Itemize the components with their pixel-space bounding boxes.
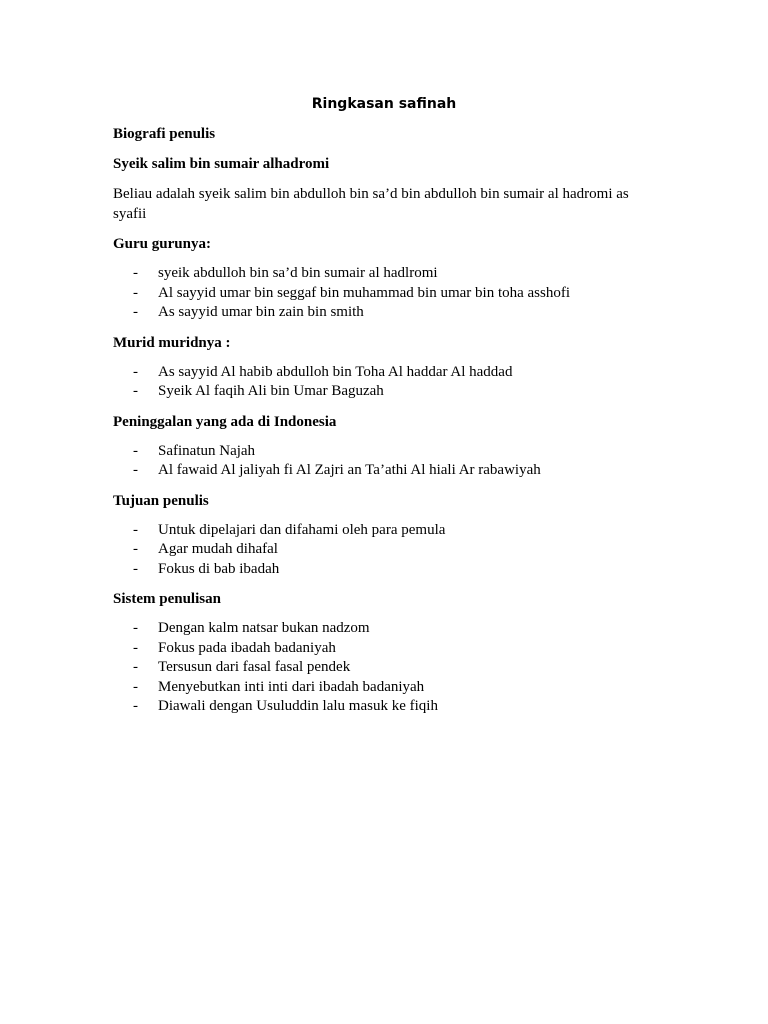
author-heading: Syeik salim bin sumair alhadromi xyxy=(113,156,330,172)
bullet-dash: - xyxy=(133,265,138,281)
list-item-text: Tersusun dari fasal fasal pendek xyxy=(158,659,351,675)
list-item-text: Safinatun Najah xyxy=(158,442,256,459)
author-paragraph: Beliau adalah syeik salim bin abdulloh bin sa’d bin abdulloh bin sumair al hadromi as syafii xyxy=(113,186,629,222)
guru-list xyxy=(113,264,653,323)
murid-heading: Murid muridnya : xyxy=(113,334,231,351)
bullet-dash: - xyxy=(133,442,138,459)
bullet-dash: - xyxy=(133,541,138,557)
bullet-dash: - xyxy=(133,521,138,538)
bullet-dash: - xyxy=(133,698,138,714)
bullet-dash: - xyxy=(133,284,138,301)
document-body xyxy=(113,124,653,717)
sistem-heading: Sistem penulisan xyxy=(113,591,221,607)
list-item-text: Diawali dengan Usuluddin lalu masuk ke fiqih xyxy=(158,698,438,714)
list-item-text: As sayyid umar bin zain bin smith xyxy=(158,304,364,320)
list-item-text: Dengan kalm natsar bukan nadzom xyxy=(158,620,370,636)
bullet-dash: - xyxy=(133,620,138,636)
bullet-dash: - xyxy=(133,363,138,380)
bullet-dash: - xyxy=(133,560,138,577)
list-item-text: Al fawaid Al jaliyah fi Al Zajri an Ta’athi Al hiali Ar rabawiyah xyxy=(158,462,541,478)
bullet-dash: - xyxy=(133,639,138,656)
list-item-text: Fokus di bab ibadah xyxy=(158,560,280,577)
list-item-text: Fokus pada ibadah badaniyah xyxy=(158,639,336,656)
list-item xyxy=(113,382,653,402)
biografi-heading: Biografi penulis xyxy=(113,126,216,142)
list-item xyxy=(113,442,653,462)
list-item-text: Menyebutkan inti inti dari ibadah badaniyah xyxy=(158,678,425,695)
list-item xyxy=(113,540,653,560)
list-item-text: Al sayyid umar bin seggaf bin muhammad bin umar bin toha asshofi xyxy=(158,284,571,301)
guru-heading: Guru gurunya: xyxy=(113,236,211,252)
list-item xyxy=(113,521,653,541)
peninggalan-heading: Peninggalan yang ada di Indonesia xyxy=(113,413,337,430)
peninggalan-list xyxy=(113,442,653,481)
list-item-text: Agar mudah dihafal xyxy=(158,541,278,557)
list-item xyxy=(113,363,653,383)
sistem-list xyxy=(113,619,653,717)
list-item-text: Syeik Al faqih Ali bin Umar Baguzah xyxy=(158,383,384,399)
tujuan-heading: Tujuan penulis xyxy=(113,492,209,509)
bullet-dash: - xyxy=(133,659,138,675)
list-item xyxy=(113,284,653,304)
list-item xyxy=(113,697,653,717)
list-item xyxy=(113,619,653,639)
list-item xyxy=(113,303,653,323)
list-item xyxy=(113,461,653,481)
document-title: Ringkasan safinah xyxy=(311,96,457,112)
list-item-text: syeik abdulloh bin sa’d bin sumair al hadlromi xyxy=(158,265,438,281)
list-item xyxy=(113,678,653,698)
list-item xyxy=(113,639,653,659)
tujuan-list xyxy=(113,521,653,580)
bullet-dash: - xyxy=(133,462,138,478)
bullet-dash: - xyxy=(133,304,138,320)
list-item-text: As sayyid Al habib abdulloh bin Toha Al haddar Al haddad xyxy=(158,363,513,380)
bullet-dash: - xyxy=(133,383,138,399)
murid-list xyxy=(113,363,653,402)
list-item xyxy=(113,560,653,580)
list-item xyxy=(113,264,653,284)
list-item-text: Untuk dipelajari dan difahami oleh para pemula xyxy=(158,521,446,538)
bullet-dash: - xyxy=(133,678,138,695)
list-item xyxy=(113,658,653,678)
